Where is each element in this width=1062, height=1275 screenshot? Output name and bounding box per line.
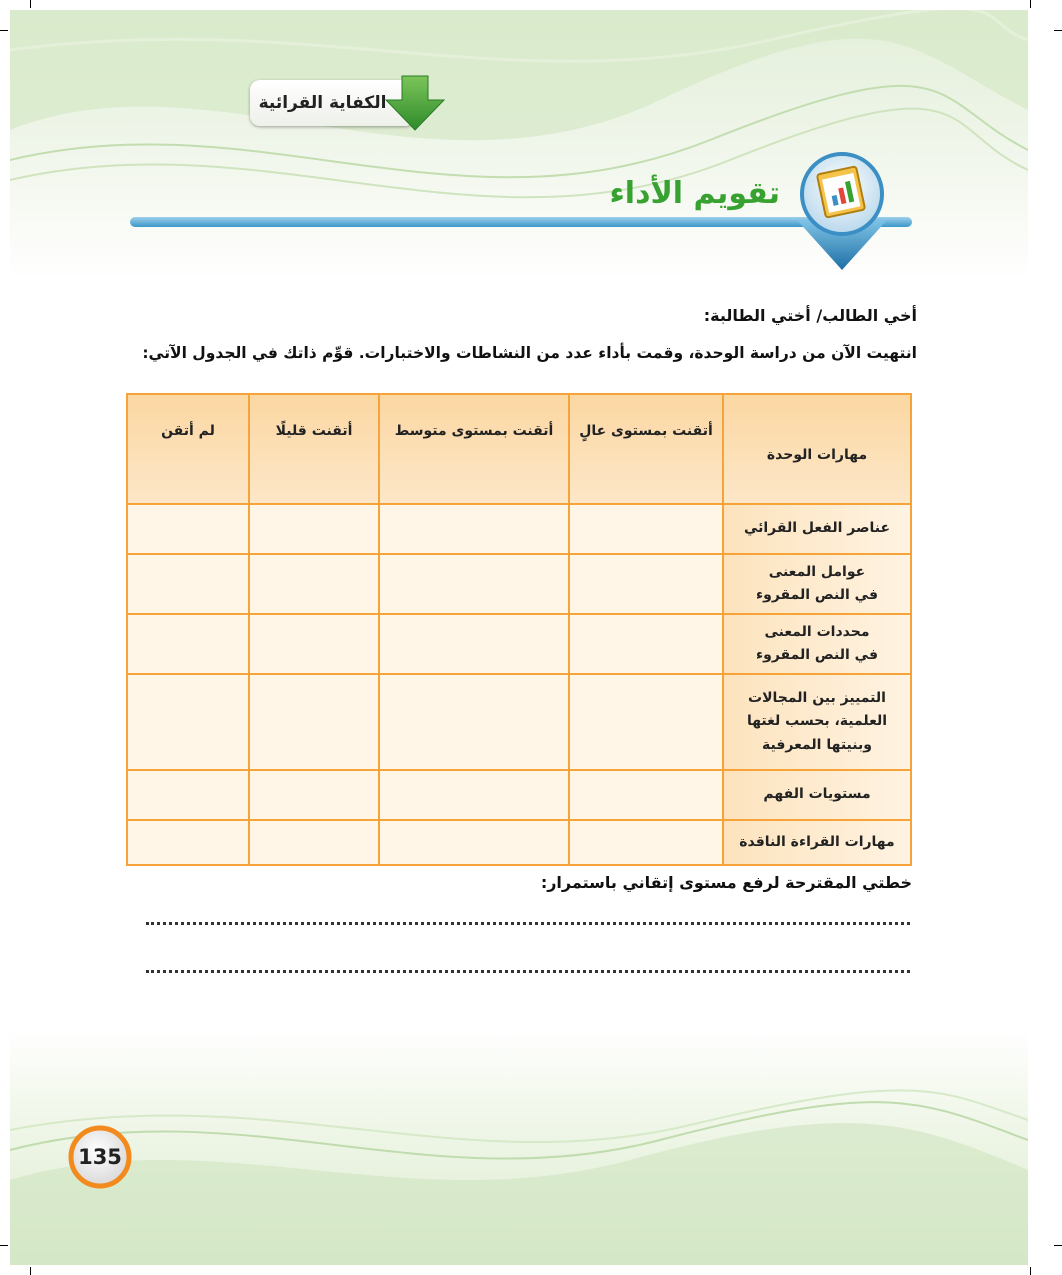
page-title: تقويم الأداء: [609, 176, 780, 211]
rating-cell[interactable]: [127, 820, 249, 865]
skill-line: التمييز بين المجالات: [748, 690, 886, 707]
trim-mark: [1030, 0, 1031, 8]
rating-cell[interactable]: [569, 820, 723, 865]
self-assessment-table: [126, 393, 912, 866]
rating-cell[interactable]: [379, 770, 569, 820]
rating-cell[interactable]: [127, 504, 249, 554]
trim-mark: [0, 1245, 8, 1246]
table-row: [127, 554, 911, 614]
rating-cell[interactable]: [379, 674, 569, 770]
trim-mark: [1054, 1245, 1062, 1246]
rating-cell[interactable]: [249, 614, 379, 674]
column-header: لم أتقن: [127, 394, 249, 504]
rating-cell[interactable]: [379, 614, 569, 674]
skill-name: [723, 770, 911, 820]
chapter-label: الكفاية القرائية: [258, 93, 387, 113]
skill-name: [723, 820, 911, 865]
rating-cell[interactable]: [249, 554, 379, 614]
rating-cell[interactable]: [379, 820, 569, 865]
rating-cell[interactable]: [127, 614, 249, 674]
rating-cell[interactable]: [127, 674, 249, 770]
rating-cell[interactable]: [249, 820, 379, 865]
table-header-row: [127, 394, 911, 504]
column-header: أتقنت قليلًا: [249, 394, 379, 504]
table-row: [127, 674, 911, 770]
table-row: [127, 770, 911, 820]
page-number-badge: [68, 1125, 132, 1189]
skill-line: في النص المقروء: [755, 587, 879, 603]
skill-name: [723, 554, 911, 614]
skill-line: العلمية، بحسب لغتها: [746, 713, 888, 730]
skill-line: في النص المقروء: [755, 647, 879, 663]
rating-cell[interactable]: [569, 770, 723, 820]
trim-mark: [1030, 1267, 1031, 1275]
rating-cell[interactable]: [249, 504, 379, 554]
answer-line[interactable]: [146, 970, 910, 973]
rating-cell[interactable]: [249, 770, 379, 820]
table-row: [127, 614, 911, 674]
table-row: [127, 504, 911, 554]
trim-mark: [0, 30, 8, 31]
answer-line[interactable]: [146, 922, 910, 925]
page-number: 135: [78, 1145, 122, 1169]
skill-line: وبنيتها المعرفية: [762, 736, 872, 753]
column-header: أتقنت بمستوى متوسط: [379, 394, 569, 504]
skill-line: عوامل المعنى: [768, 563, 866, 580]
skill-name: [723, 614, 911, 674]
column-header: مهارات الوحدة: [723, 394, 911, 504]
rating-cell[interactable]: [127, 554, 249, 614]
greeting-text: أخي الطالب/ أختي الطالبة:: [703, 306, 917, 325]
skill-name: [723, 504, 911, 554]
rating-cell[interactable]: [569, 504, 723, 554]
trim-mark: [30, 0, 31, 8]
skill-line: مستويات الفهم: [763, 786, 871, 803]
skill-name: [723, 674, 911, 770]
plan-label: خطتي المقترحة لرفع مستوى إتقاني باستمرار:: [540, 873, 912, 892]
rating-cell[interactable]: [569, 674, 723, 770]
rating-cell[interactable]: [249, 674, 379, 770]
rating-cell[interactable]: [379, 554, 569, 614]
skill-line: عناصر الفعل القرائي: [743, 520, 891, 537]
rating-cell[interactable]: [379, 504, 569, 554]
performance-chart-icon: [783, 150, 901, 272]
column-header: أتقنت بمستوى عالٍ: [569, 394, 723, 504]
table-row: [127, 820, 911, 865]
chapter-arrow-icon: [384, 74, 446, 132]
instruction-text: انتهيت الآن من دراسة الوحدة، وقمت بأداء عدد من النشاطات والاختبارات. قوِّم ذاتك في الجدول الآتي:: [142, 344, 917, 362]
trim-mark: [1054, 30, 1062, 31]
rating-cell[interactable]: [569, 614, 723, 674]
skill-line: محددات المعنى: [764, 623, 870, 640]
rating-cell[interactable]: [127, 770, 249, 820]
trim-mark: [30, 1267, 31, 1275]
skill-line: مهارات القراءة الناقدة: [739, 833, 895, 850]
rating-cell[interactable]: [569, 554, 723, 614]
bottom-wave-decoration: [10, 1030, 1028, 1265]
